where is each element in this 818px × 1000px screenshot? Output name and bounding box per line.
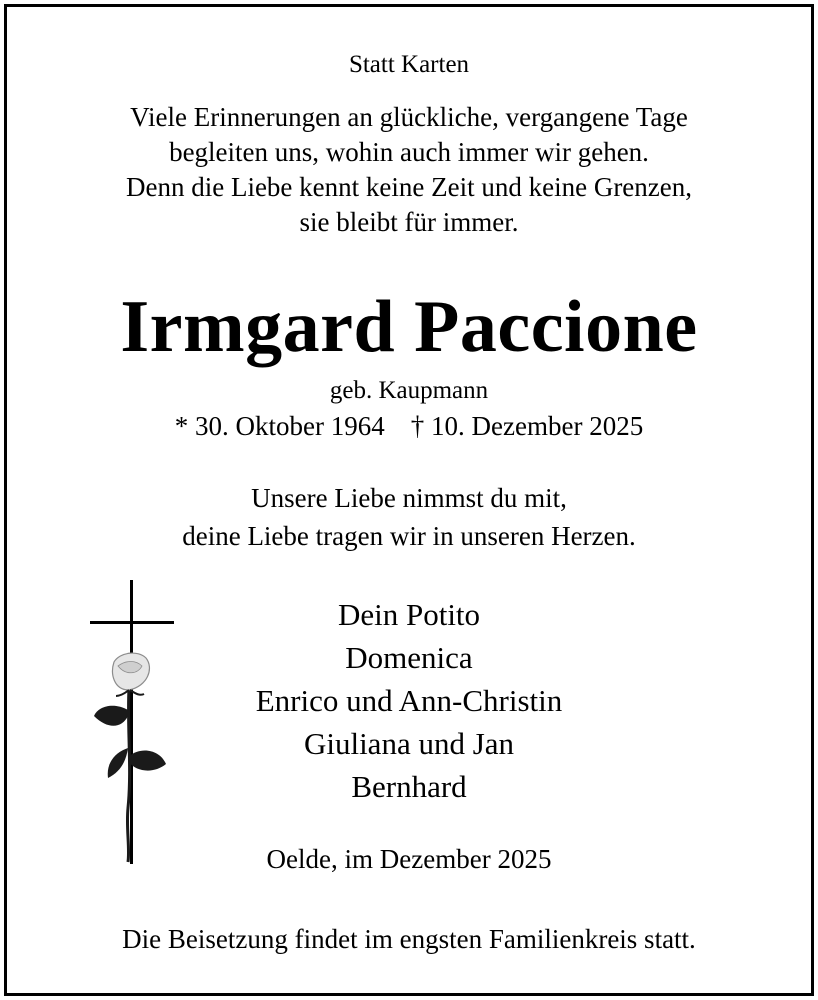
deceased-name: Irmgard Paccione [120,286,698,368]
poem-line: Denn die Liebe kennt keine Zeit und keine Grenzen, [125,172,693,202]
mourner-name: Enrico und Ann-Christin [255,683,563,718]
death-date: † 10. Dezember 2025 [410,411,644,441]
place-and-date: Oelde, im Dezember 2025 [266,844,552,874]
verse-line: deine Liebe tragen wir in unseren Herzen. [182,521,636,551]
life-dates [0,413,818,440]
mourner-name: Giuliana und Jan [303,726,515,761]
poem-line: Viele Erinnerungen an glückliche, vergangene Tage [130,102,688,132]
birth-name: geb. Kaupmann [329,377,489,404]
poem-line: sie bleibt für immer. [299,207,519,237]
verse-line: Unsere Liebe nimmst du mit, [251,483,567,513]
pre-title: Statt Karten [348,51,470,78]
burial-note: Die Beisetzung findet im engsten Familienkreis statt. [122,924,696,954]
mourner-name: Domenica [345,640,473,675]
mourner-name: Dein Potito [337,597,481,632]
poem-line: begleiten uns, wohin auch immer wir gehen. [169,137,649,167]
mourner-name: Bernhard [351,769,467,804]
birth-date: * 30. Oktober 1964 [174,411,385,441]
